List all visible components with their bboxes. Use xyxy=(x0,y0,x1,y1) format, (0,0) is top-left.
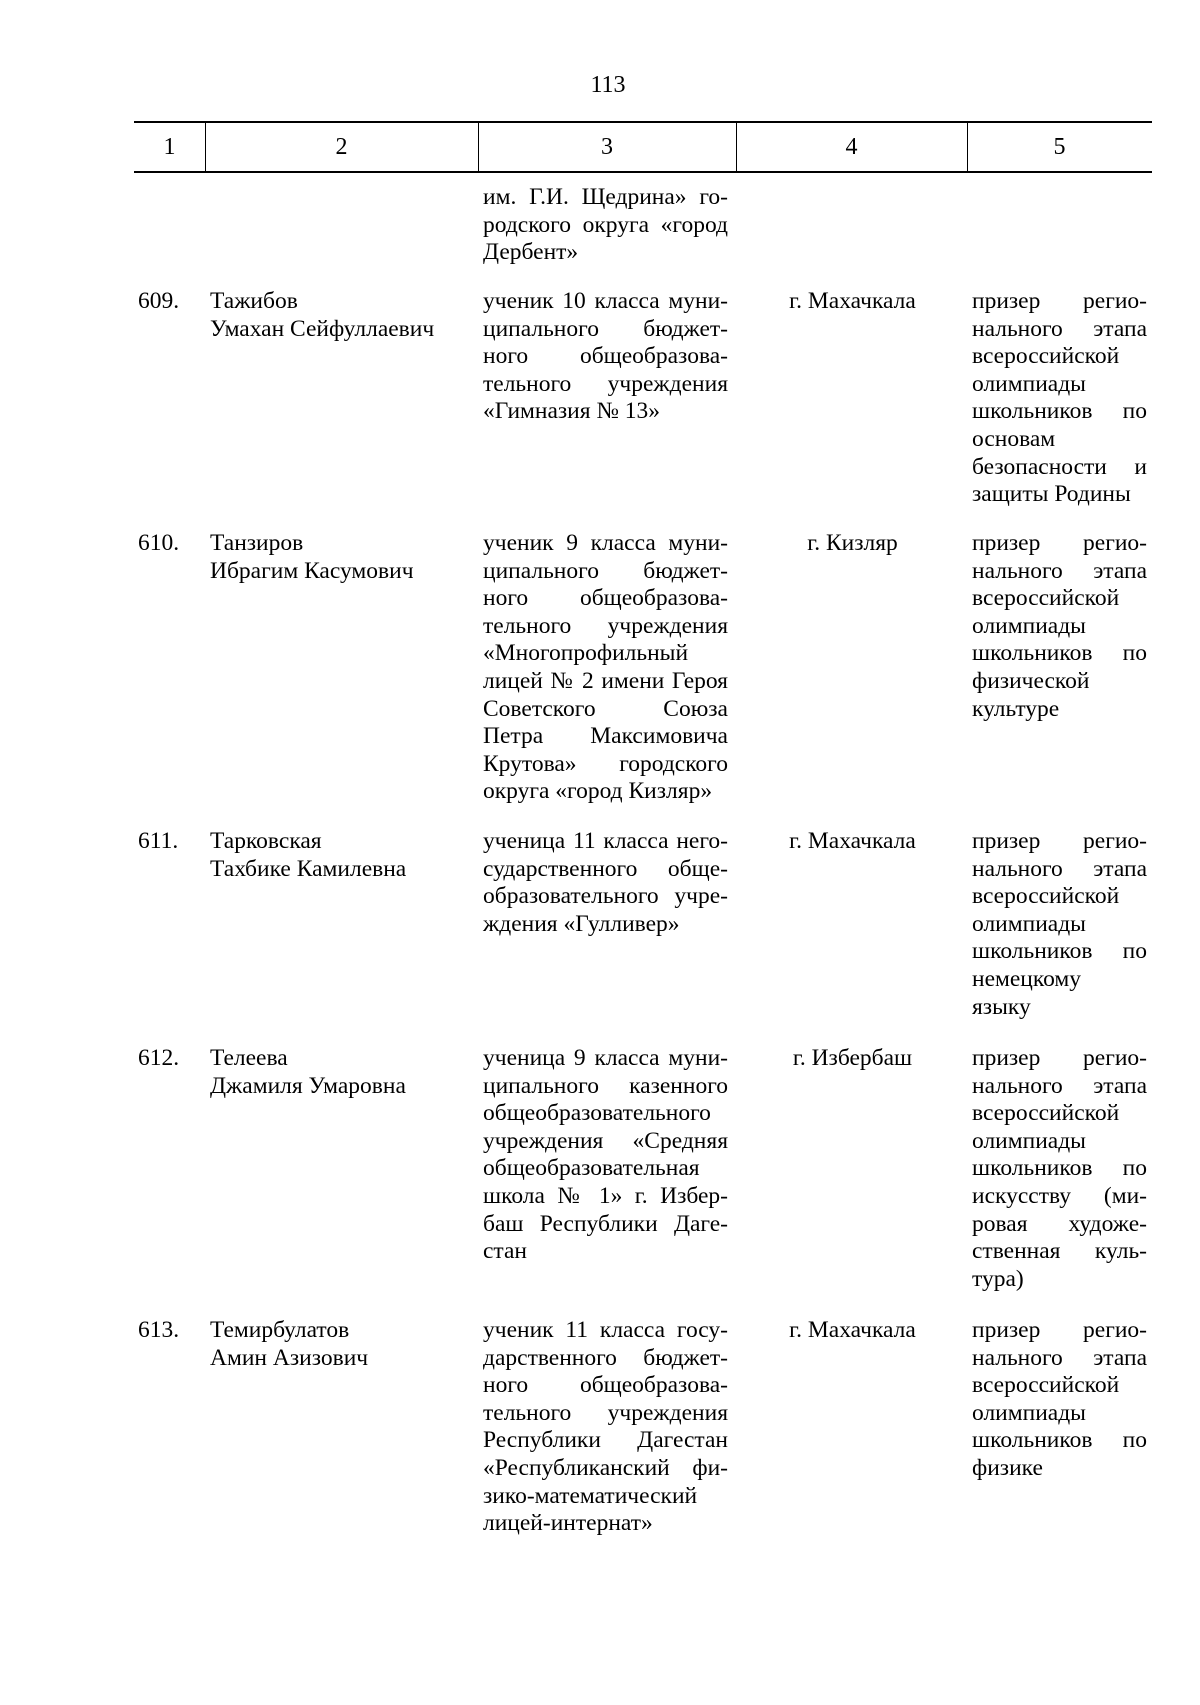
row-number: 611. xyxy=(138,828,179,854)
city: г. Махачкала xyxy=(789,288,916,314)
award-line: школьников по xyxy=(972,640,1147,667)
award-line: физической xyxy=(972,667,1090,694)
award-line: школьников по xyxy=(972,1427,1147,1454)
award-line: искусству (ми- xyxy=(972,1182,1147,1209)
award-line: нального этапа xyxy=(972,1344,1147,1371)
award-line: нального этапа xyxy=(972,1072,1147,1099)
award-line: всероссийской xyxy=(972,1100,1120,1127)
desc-line: Дербент» xyxy=(483,239,579,266)
award-line: всероссийской xyxy=(972,883,1120,910)
award-line: призер регио- xyxy=(972,828,1147,854)
city: г. Кизляр xyxy=(807,530,898,556)
desc-line: тельного учреждения xyxy=(483,1399,728,1426)
award-line: защиты Родины xyxy=(972,481,1131,508)
name-line: Ибрагим Касумович xyxy=(210,557,414,584)
award-line: ственная куль- xyxy=(972,1238,1147,1265)
name-line: Умахан Сейфуллаевич xyxy=(210,315,435,342)
desc-line: общеобразовательного xyxy=(483,1100,711,1127)
desc-line: ного общеобразова- xyxy=(483,343,728,370)
person-description xyxy=(483,530,728,806)
desc-line: ученик 11 класса госу- xyxy=(483,1317,728,1343)
desc-line: лицей-интернат» xyxy=(483,1510,653,1537)
person-description xyxy=(483,1045,728,1266)
city: г. Махачкала xyxy=(789,1317,916,1343)
award-line: олимпиады xyxy=(972,370,1086,397)
award-line: олимпиады xyxy=(972,910,1086,937)
desc-line: «Гимназия № 13» xyxy=(483,398,660,425)
award xyxy=(972,1317,1147,1483)
desc-line: родского округа «город xyxy=(483,211,728,238)
award-line: призер регио- xyxy=(972,530,1147,556)
name-line: Амин Азизович xyxy=(210,1344,369,1371)
person-name xyxy=(210,1045,460,1100)
award xyxy=(972,828,1147,1021)
desc-line: ного общеобразова- xyxy=(483,585,728,612)
desc-line: стан xyxy=(483,1238,527,1265)
desc-line: ципального бюджет- xyxy=(483,557,728,584)
award xyxy=(972,530,1147,723)
name-line: Тажибов xyxy=(210,288,298,314)
table-top-rule xyxy=(134,121,1152,123)
person-description xyxy=(483,1317,728,1538)
desc-line: тельного учреждения xyxy=(483,370,728,397)
row-number: 613. xyxy=(138,1317,180,1343)
award-line: олимпиады xyxy=(972,1399,1086,1426)
column-header-4: 4 xyxy=(845,134,858,160)
award-line: призер регио- xyxy=(972,288,1147,314)
award-line: школьников по xyxy=(972,1155,1147,1182)
desc-line: ученик 10 класса муни- xyxy=(483,288,728,314)
award-line: немецкому xyxy=(972,965,1082,992)
desc-line: им. Г.И. Щедрина» го- xyxy=(483,184,728,210)
award-line: призер регио- xyxy=(972,1317,1147,1343)
award-line: культуре xyxy=(972,695,1060,722)
person-name xyxy=(210,530,460,585)
award-line: олимпиады xyxy=(972,612,1086,639)
table-header-bottom-rule xyxy=(134,171,1152,173)
desc-line: сударственного обще- xyxy=(483,855,728,882)
award-line: всероссийской xyxy=(972,585,1120,612)
person-description xyxy=(483,288,728,426)
award-line: школьников по xyxy=(972,938,1147,965)
desc-line: ципального казенного xyxy=(483,1072,728,1099)
award-line: безопасности и xyxy=(972,453,1147,480)
person-name xyxy=(210,288,460,343)
desc-line: округа «город Кизляр» xyxy=(483,778,713,805)
desc-line: ученица 9 класса муни- xyxy=(483,1045,728,1071)
city: г. Махачкала xyxy=(789,828,916,854)
column-header-1: 1 xyxy=(163,134,176,160)
desc-line: Крутова» городского xyxy=(483,750,728,777)
award-line: всероссийской xyxy=(972,1372,1120,1399)
column-header-5: 5 xyxy=(1053,134,1066,160)
desc-line: ученица 11 класса него- xyxy=(483,828,728,854)
award-line: языку xyxy=(972,993,1031,1020)
desc-line: лицей № 2 имени Героя xyxy=(483,667,728,694)
award-line: физике xyxy=(972,1454,1043,1481)
continuation-desc xyxy=(483,184,728,267)
person-name xyxy=(210,828,460,883)
desc-line: Петра Максимовича xyxy=(483,723,728,750)
desc-line: баш Республики Даге- xyxy=(483,1210,728,1237)
column-header-2: 2 xyxy=(335,134,348,160)
desc-line: Республики Дагестан xyxy=(483,1427,728,1454)
name-line: Джамиля Умаровна xyxy=(210,1072,406,1099)
desc-line: ного общеобразова- xyxy=(483,1372,728,1399)
name-line: Телеева xyxy=(210,1045,288,1071)
desc-line: ждения «Гулливер» xyxy=(483,910,680,937)
award-line: школьников по xyxy=(972,398,1147,425)
award-line: нального этапа xyxy=(972,315,1147,342)
desc-line: зико-математический xyxy=(483,1482,698,1509)
award xyxy=(972,1045,1147,1293)
award-line: тура) xyxy=(972,1265,1024,1292)
name-line: Тарковская xyxy=(210,828,322,854)
award-line: всероссийской xyxy=(972,343,1120,370)
column-header-3: 3 xyxy=(601,134,613,160)
desc-line: образовательного учре- xyxy=(483,883,728,910)
person-name xyxy=(210,1317,460,1372)
desc-line: дарственного бюджет- xyxy=(483,1344,728,1371)
award xyxy=(972,288,1147,509)
desc-line: ципального бюджет- xyxy=(483,315,728,342)
desc-line: «Республиканский фи- xyxy=(483,1454,728,1481)
award-line: призер регио- xyxy=(972,1045,1147,1071)
row-number: 609. xyxy=(138,288,180,314)
person-description xyxy=(483,828,728,938)
award-line: основам xyxy=(972,425,1056,452)
desc-line: школа № 1» г. Избер- xyxy=(483,1182,728,1209)
desc-line: Советского Союза xyxy=(483,695,728,722)
award-line: ровая художе- xyxy=(972,1210,1147,1237)
desc-line: учреждения «Средняя xyxy=(483,1127,728,1154)
name-line: Темирбулатов xyxy=(210,1317,350,1343)
desc-line: общеобразовательная xyxy=(483,1155,700,1182)
city: г. Избербаш xyxy=(792,1045,913,1071)
row-number: 610. xyxy=(138,530,180,556)
award-line: нального этапа xyxy=(972,557,1147,584)
name-line: Танзиров xyxy=(210,530,304,556)
page-number: 113 xyxy=(590,72,626,98)
award-line: олимпиады xyxy=(972,1127,1086,1154)
row-number: 612. xyxy=(138,1045,180,1071)
desc-line: «Многопрофильный xyxy=(483,640,689,667)
desc-line: ученик 9 класса муни- xyxy=(483,530,728,556)
desc-line: тельного учреждения xyxy=(483,612,728,639)
award-line: нального этапа xyxy=(972,855,1147,882)
name-line: Тахбике Камилевна xyxy=(210,855,407,882)
